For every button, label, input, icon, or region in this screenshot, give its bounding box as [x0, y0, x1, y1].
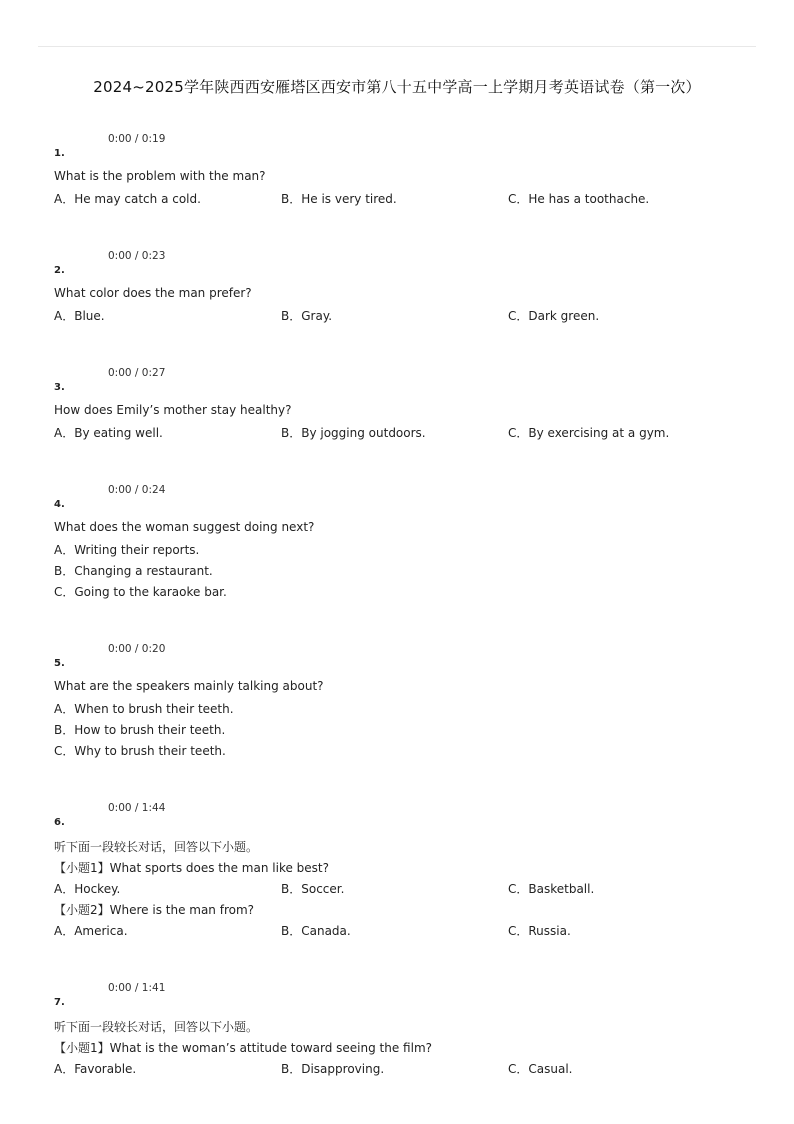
question-number: 4.: [54, 499, 65, 510]
option-c: C．Casual.: [508, 1062, 573, 1076]
audio-time[interactable]: 0:00 / 0:23: [108, 250, 166, 262]
question-intro: 听下面一段较长对话，回答以下小题。: [54, 1020, 259, 1034]
sub-question-1: 【小题1】What sports does the man like best?: [54, 861, 329, 875]
option-a: A．Blue.: [54, 309, 105, 323]
question-number: 7.: [54, 997, 65, 1008]
audio-time[interactable]: 0:00 / 1:41: [108, 982, 166, 994]
option-b: B．How to brush their teeth.: [54, 723, 226, 737]
question-stem: What color does the man prefer?: [54, 286, 252, 300]
option-c: C．Russia.: [508, 924, 571, 938]
option-b: B．Disapproving.: [281, 1062, 385, 1076]
audio-time[interactable]: 0:00 / 0:24: [108, 484, 166, 496]
option-b: B．By jogging outdoors.: [281, 426, 426, 440]
option-b: B．Soccer.: [281, 882, 345, 896]
question-number: 3.: [54, 382, 65, 393]
option-c: C．By exercising at a gym.: [508, 426, 670, 440]
option-b: B．Changing a restaurant.: [54, 564, 213, 578]
option-a: A．America.: [54, 924, 128, 938]
option-b: B．He is very tired.: [281, 192, 397, 206]
question-number: 6.: [54, 817, 65, 828]
sub-question-2: 【小题2】Where is the man from?: [54, 903, 255, 917]
audio-time[interactable]: 0:00 / 0:27: [108, 367, 166, 379]
audio-time[interactable]: 0:00 / 0:20: [108, 643, 166, 655]
option-b: B．Canada.: [281, 924, 351, 938]
option-b: B．Gray.: [281, 309, 333, 323]
page-title: 2024~2025学年陕西西安雁塔区西安市第八十五中学高一上学期月考英语试卷（第一次）: [93, 78, 701, 96]
option-a: A．He may catch a cold.: [54, 192, 201, 206]
option-c: C．He has a toothache.: [508, 192, 650, 206]
question-intro: 听下面一段较长对话，回答以下小题。: [54, 840, 259, 854]
option-a: A．Writing their reports.: [54, 543, 200, 557]
option-c: C．Dark green.: [508, 309, 600, 323]
option-c: C．Why to brush their teeth.: [54, 744, 226, 758]
sub-question-1: 【小题1】What is the woman’s attitude toward seeing the film?: [54, 1041, 433, 1055]
question-stem: What does the woman suggest doing next?: [54, 520, 315, 534]
audio-time[interactable]: 0:00 / 0:19: [108, 133, 166, 145]
option-c: C．Going to the karaoke bar.: [54, 585, 227, 599]
question-stem: What is the problem with the man?: [54, 169, 266, 183]
question-number: 2.: [54, 265, 65, 276]
option-a: A．When to brush their teeth.: [54, 702, 234, 716]
question-number: 5.: [54, 658, 65, 669]
question-number: 1.: [54, 148, 65, 159]
option-a: A．Hockey.: [54, 882, 121, 896]
audio-time[interactable]: 0:00 / 1:44: [108, 802, 166, 814]
option-a: A．By eating well.: [54, 426, 163, 440]
option-a: A．Favorable.: [54, 1062, 137, 1076]
header-divider: [38, 46, 756, 47]
question-stem: What are the speakers mainly talking about?: [54, 679, 324, 693]
question-stem: How does Emily’s mother stay healthy?: [54, 403, 292, 417]
option-c: C．Basketball.: [508, 882, 595, 896]
